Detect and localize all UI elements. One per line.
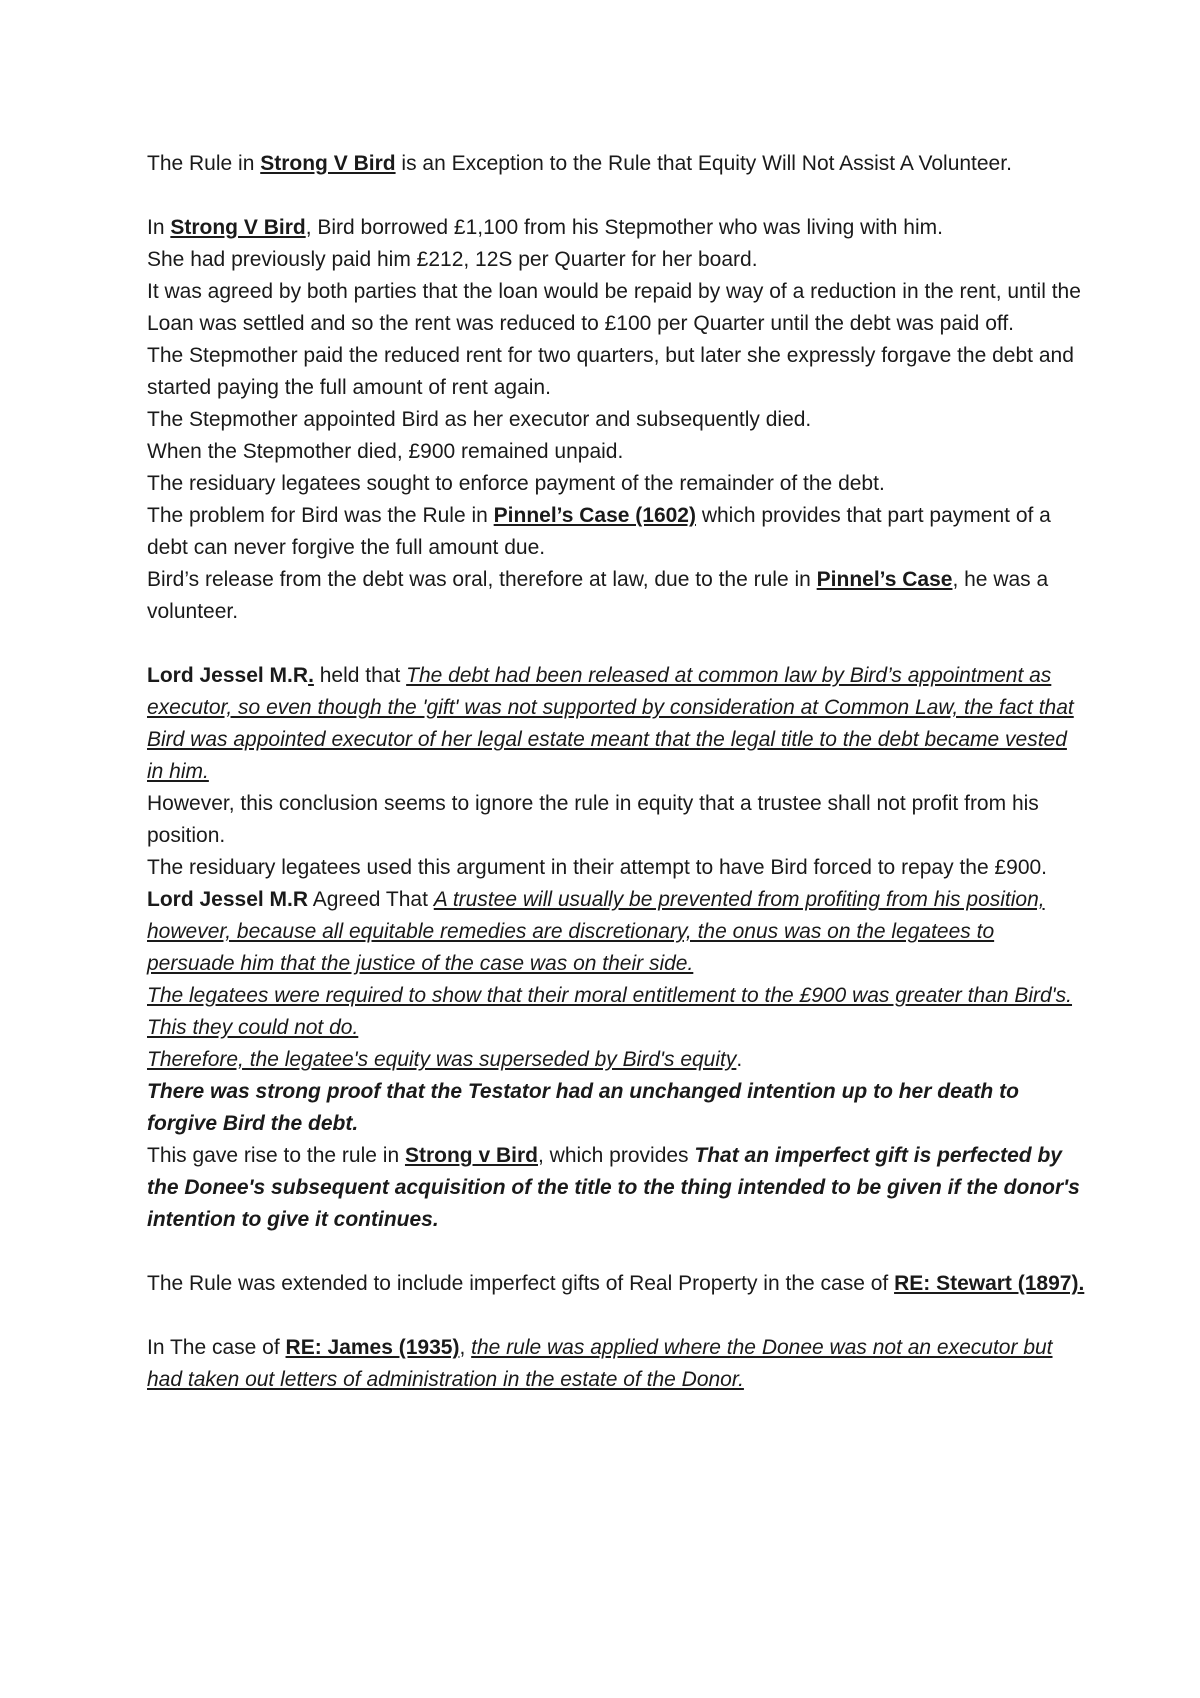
case-citation: RE: James (1935) <box>285 1336 460 1359</box>
text: is an Exception to the Rule that Equity Will Not Assist A Volunteer. <box>395 152 1012 175</box>
text: Agreed That <box>308 888 434 911</box>
paragraph-gap <box>147 1236 1087 1268</box>
case-citation: Pinnel’s Case (1602) <box>493 504 696 527</box>
judgment-quote: the rule was applied where the Donee was not an executor but had taken out letters of administration in the estate of the Donor. <box>147 1336 1053 1391</box>
paragraph-line: The residuary legatees used this argument in their attempt to have Bird forced to repay the £900. <box>147 856 1048 879</box>
text: which provides that part payment of a debt can never forgive the full amount due. <box>147 504 1051 559</box>
case-citation: Pinnel’s Case <box>816 568 953 591</box>
case-citation: Strong V Bird <box>260 152 396 175</box>
paragraph-gap <box>147 1300 1087 1332</box>
text: In <box>147 216 171 239</box>
paragraph-agreed <box>147 884 1087 980</box>
text: , which provides <box>537 1144 695 1167</box>
text: This gave rise to the rule in <box>147 1144 405 1167</box>
paragraph-release <box>147 564 1087 628</box>
text: , he was a volunteer. <box>147 568 1049 623</box>
text: . <box>308 664 314 687</box>
paragraph-facts <box>147 212 1087 244</box>
text: The Rule in <box>147 152 261 175</box>
judge-name: Lord Jessel M.R <box>147 888 309 911</box>
paragraph-line: The Stepmother appointed Bird as her executor and subsequently died. <box>147 408 812 431</box>
text: In The case of <box>147 1336 286 1359</box>
paragraph-gap <box>147 628 1087 660</box>
judgment-quote: Therefore, the legatee's equity was superseded by Bird's equity <box>147 1048 737 1071</box>
paragraph-equity <box>147 1044 1087 1076</box>
paragraph-emphasis: There was strong proof that the Testator had an unchanged intention up to her death to forgive Bird the debt. <box>147 1080 1019 1135</box>
paragraph-holding <box>147 660 1087 788</box>
judgment-quote: The debt had been released at common law by Bird’s appointment as executor, so even though the 'gift' was not supported by consideration at Common Law, the fact that Bird was appointed executor of her legal estate meant that the legal title to the debt became vested in him. <box>147 664 1074 783</box>
paragraph-line: When the Stepmother died, £900 remained unpaid. <box>147 440 624 463</box>
paragraph-line: It was agreed by both parties that the loan would be repaid by way of a reduction in the rent, until the Loan was settled and so the rent was reduced to £100 per Quarter until the debt was paid off. <box>147 280 1081 335</box>
document-body <box>147 148 1087 1396</box>
paragraph-line: However, this conclusion seems to ignore the rule in equity that a trustee shall not profit from his position. <box>147 792 1039 847</box>
case-citation: RE: Stewart (1897). <box>894 1272 1085 1295</box>
judgment-quote: A trustee will usually be prevented from profiting from his position, however, because all equitable remedies are discretionary, the onus was on the legatees to persuade him that the justice of the case was on their side. <box>147 888 1045 975</box>
judge-name: Lord Jessel M.R <box>147 664 309 687</box>
paragraph-line: She had previously paid him £212, 12S per Quarter for her board. <box>147 248 758 271</box>
paragraph-line: The Stepmother paid the reduced rent for two quarters, but later she expressly forgave the debt and started paying the full amount of rent again. <box>147 344 1074 399</box>
paragraph-james <box>147 1332 1087 1396</box>
text: The problem for Bird was the Rule in <box>147 504 494 527</box>
case-citation: Strong v Bird <box>404 1144 538 1167</box>
paragraph-intro <box>147 148 1087 180</box>
rule-statement: That an imperfect gift is perfected by the Donee's subsequent acquisition of the title to the thing intended to be given if the donor's intention to give it continues. <box>147 1144 1080 1231</box>
text: , <box>459 1336 472 1359</box>
text: held that <box>313 664 407 687</box>
paragraph-line: The residuary legatees sought to enforce payment of the remainder of the debt. <box>147 472 885 495</box>
text: The Rule was extended to include imperfect gifts of Real Property in the case of <box>147 1272 895 1295</box>
text: . <box>736 1048 743 1071</box>
text: , Bird borrowed £1,100 from his Stepmother who was living with him. <box>305 216 943 239</box>
judgment-quote: The legatees were required to show that their moral entitlement to the £900 was greater than Bird's. This they could not do. <box>147 984 1073 1039</box>
case-citation: Strong V Bird <box>170 216 306 239</box>
paragraph-rule <box>147 1140 1087 1236</box>
paragraph-pinnels <box>147 500 1087 564</box>
text: Bird’s release from the debt was oral, therefore at law, due to the rule in <box>147 568 817 591</box>
paragraph-gap <box>147 180 1087 212</box>
paragraph-stewart <box>147 1268 1087 1300</box>
